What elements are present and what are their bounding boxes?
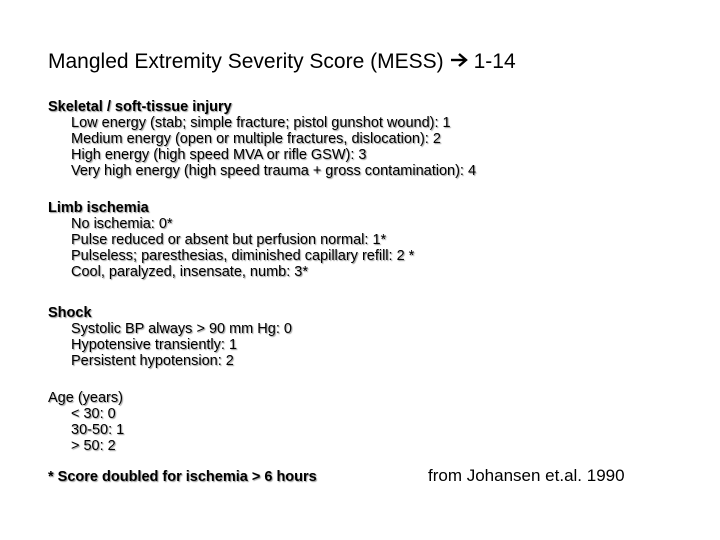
list-item: Medium energy (open or multiple fractures, dislocation): 2 [71, 131, 441, 147]
section-skeletal [48, 99, 476, 179]
list-item: Low energy (stab; simple fracture; pistol gunshot wound): 1 [71, 115, 451, 131]
citation: from Johansen et.al. 1990 [428, 466, 625, 485]
section-limb-ischemia [48, 200, 414, 280]
section-heading: Skeletal / soft-tissue injury [48, 99, 232, 115]
list-item: 30-50: 1 [71, 422, 125, 438]
list-item: Pulseless; paresthesias, diminished capillary refill: 2 * [71, 248, 415, 264]
section-heading: Shock [48, 305, 92, 321]
list-item: Hypotensive transiently: 1 [71, 337, 238, 353]
list-item: < 30: 0 [71, 406, 116, 422]
list-item: Persistent hypotension: 2 [71, 353, 234, 369]
section-shock [48, 305, 292, 369]
section-heading: Limb ischemia [48, 200, 149, 216]
list-item: Pulse reduced or absent but perfusion normal: 1* [71, 232, 387, 248]
title-range: 1-14 [473, 50, 516, 73]
list-item: No ischemia: 0* [71, 216, 173, 232]
list-item: > 50: 2 [71, 438, 116, 454]
list-item: Very high energy (high speed trauma + gross contamination): 4 [71, 163, 477, 179]
section-age [48, 390, 124, 454]
footnote: * Score doubled for ischemia > 6 hours [48, 469, 317, 485]
title-text: Mangled Extremity Severity Score (MESS) [48, 50, 444, 73]
slide-title [48, 48, 516, 76]
list-item: Cool, paralyzed, insensate, numb: 3* [71, 264, 308, 280]
list-item: High energy (high speed MVA or rifle GSW): 3 [71, 147, 367, 163]
section-heading: Age (years) [48, 390, 123, 406]
list-item: Systolic BP always > 90 mm Hg: 0 [71, 321, 292, 337]
right-arrow-icon [450, 48, 470, 76]
